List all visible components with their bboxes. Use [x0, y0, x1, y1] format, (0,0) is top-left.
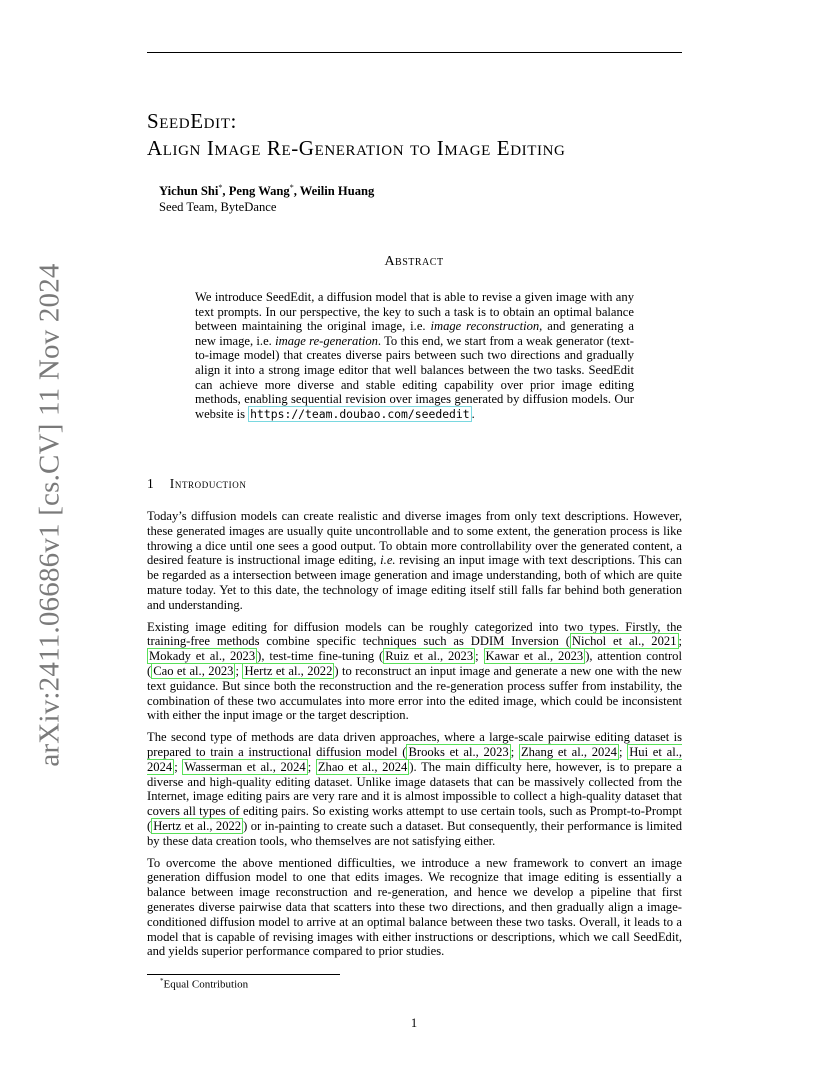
citation-link[interactable]: Hertz et al., 2022	[153, 818, 242, 833]
author-name: Weilin Huang	[299, 184, 375, 199]
section-number: 1	[147, 476, 154, 491]
citation-link[interactable]: Kawar et al., 2023	[485, 649, 584, 664]
citation-link[interactable]: Ruiz et al., 2023	[385, 649, 474, 664]
author-name: Peng Wang	[228, 184, 290, 199]
arxiv-watermark: arXiv:2411.06686v1 [cs.CV] 11 Nov 2024	[33, 263, 66, 767]
abstract-text: We introduce SeedEdit, a diffusion model that is able to revise a given image with any text prompts. In our perspective, the key to such a task is to obtain an optimal balance between maintaining the original image, i.e. image reconstruction, and generating a new image, i.e. image re-generation. To this end, we start from a weak generator (text-to-image model) that creates diverse pairs between such two directions and gradually align it into a strong image editor that well balances between the two tasks. SeedEdit can achieve more diverse and stable editing capability over prior image editing methods, enabling sequential revision over images generated by diffusion models. Our website is https://team.doubao.com/seededit .	[195, 290, 634, 421]
citation-link[interactable]: Cao et al., 2023	[153, 663, 234, 678]
author-list: Yichun Shi*, Peng Wang*, Weilin Huang	[159, 183, 375, 199]
header-rule	[147, 52, 682, 53]
citation-link[interactable]: Zhang et al., 2024	[520, 744, 617, 759]
footnote-rule	[147, 974, 340, 975]
citation-link[interactable]: Nichol et al., 2021	[571, 634, 677, 649]
section-body	[147, 509, 682, 966]
abstract-heading: Abstract	[384, 254, 444, 269]
title-line-1: SeedEdit:	[147, 109, 237, 133]
citation-link[interactable]: Mokady et al., 2023	[149, 649, 256, 664]
paragraph: The second type of methods are data driven approaches, where a large-scale pairwise editing dataset is prepared to train a instructional diffusion model ( Brooks et al., 2023 ; Zhang et al., 2024 ; Hui et al., 2024 ; Wasserman et al., 2024 ; Zhao et al., 2024 ). The main difficulty here, however, is to prepare a diverse and high-quality editing dataset. Unlike image datasets that can be massively collected from the Internet, image editing pairs are very rare and it is almost impossible to collect a high-quality dataset that covers all types of editing pairs. So existing works attempt to use certain tools, such as Prompt-to-Prompt ( Hertz et al., 2022 ) or in-painting to create such a dataset. But consequently, their performance is limited by these data creation tools, who themselves are not satisfying either.	[147, 730, 683, 848]
section-heading	[147, 476, 246, 492]
footnote-text: Equal Contribution	[163, 978, 249, 991]
paragraph: To overcome the above mentioned difficulties, we introduce a new framework to convert an image generation diffusion model to one that edits images. We recognize that image editing is essentially a balance between image reconstruction and re-generation, and hence we develop a pipeline that first generates diverse pairwise data that scatters into these two directions, and then gradually align a image-conditioned diffusion model to arrive at an optimal balance between these two tasks. Overall, it leads to a model that is capable of revising images with either instructions or descriptions, which we call SeedEdit, and yields superior performance compared to prior studies.	[147, 855, 682, 959]
footnote-mark: *	[160, 977, 164, 985]
citation-link[interactable]: Brooks et al., 2023	[408, 744, 509, 759]
section-title: Introduction	[169, 476, 247, 491]
paper-title	[147, 108, 565, 162]
citation-link[interactable]: Zhao et al., 2024	[317, 759, 408, 774]
author-name: Yichun Shi	[159, 184, 219, 199]
page-number: 1	[410, 1016, 418, 1030]
paragraph: Existing image editing for diffusion models can be roughly categorized into two types. Firstly, the training-free methods combine specific techniques such as DDIM Inversion ( Nichol et al., 2021 ; Mokady et al., 2023 ), test-time fine-tuning ( Ruiz et al., 2023 ; Kawar et al., 2023 ), attention control ( Cao et al., 2023 ; Hertz et al., 2022 ) to reconstruct an input image and generate a new one with the new text guidance. But since both the reconstruction and the re-generation process suffer from instability, the combination of these two accumulates into more error into the edited image, which could be inconsistent with either the input image or the target description.	[147, 619, 682, 723]
affiliation: Seed Team, ByteDance	[159, 200, 277, 214]
equal-contribution-mark: *	[289, 183, 294, 192]
title-line-2: Align Image Re-Generation to Image Editing	[147, 136, 566, 160]
equal-contribution-mark: *	[218, 183, 223, 192]
paragraph: Today’s diffusion models can create realistic and diverse images from only text descriptions. However, these generated images are usually quite uncontrollable and to some extent, the generation process is like throwing a dice until one sees a good output. To obtain more controllability over the generated content, a desired feature is instructional image editing, i.e. revising an input image with text descriptions. This can be regarded as a intersection between image generation and image understanding, both of which are quite mature today. Yet to this date, the technology of image editing itself still falls far behind both generation and understanding.	[147, 509, 682, 612]
website-link[interactable]: https://team.doubao.com/seededit	[250, 406, 470, 421]
footnote	[160, 977, 248, 991]
citation-link[interactable]: Wasserman et al., 2024	[184, 759, 306, 774]
citation-link[interactable]: Hui et al., 2024	[147, 744, 683, 774]
citation-link[interactable]: Hertz et al., 2022	[244, 663, 333, 678]
